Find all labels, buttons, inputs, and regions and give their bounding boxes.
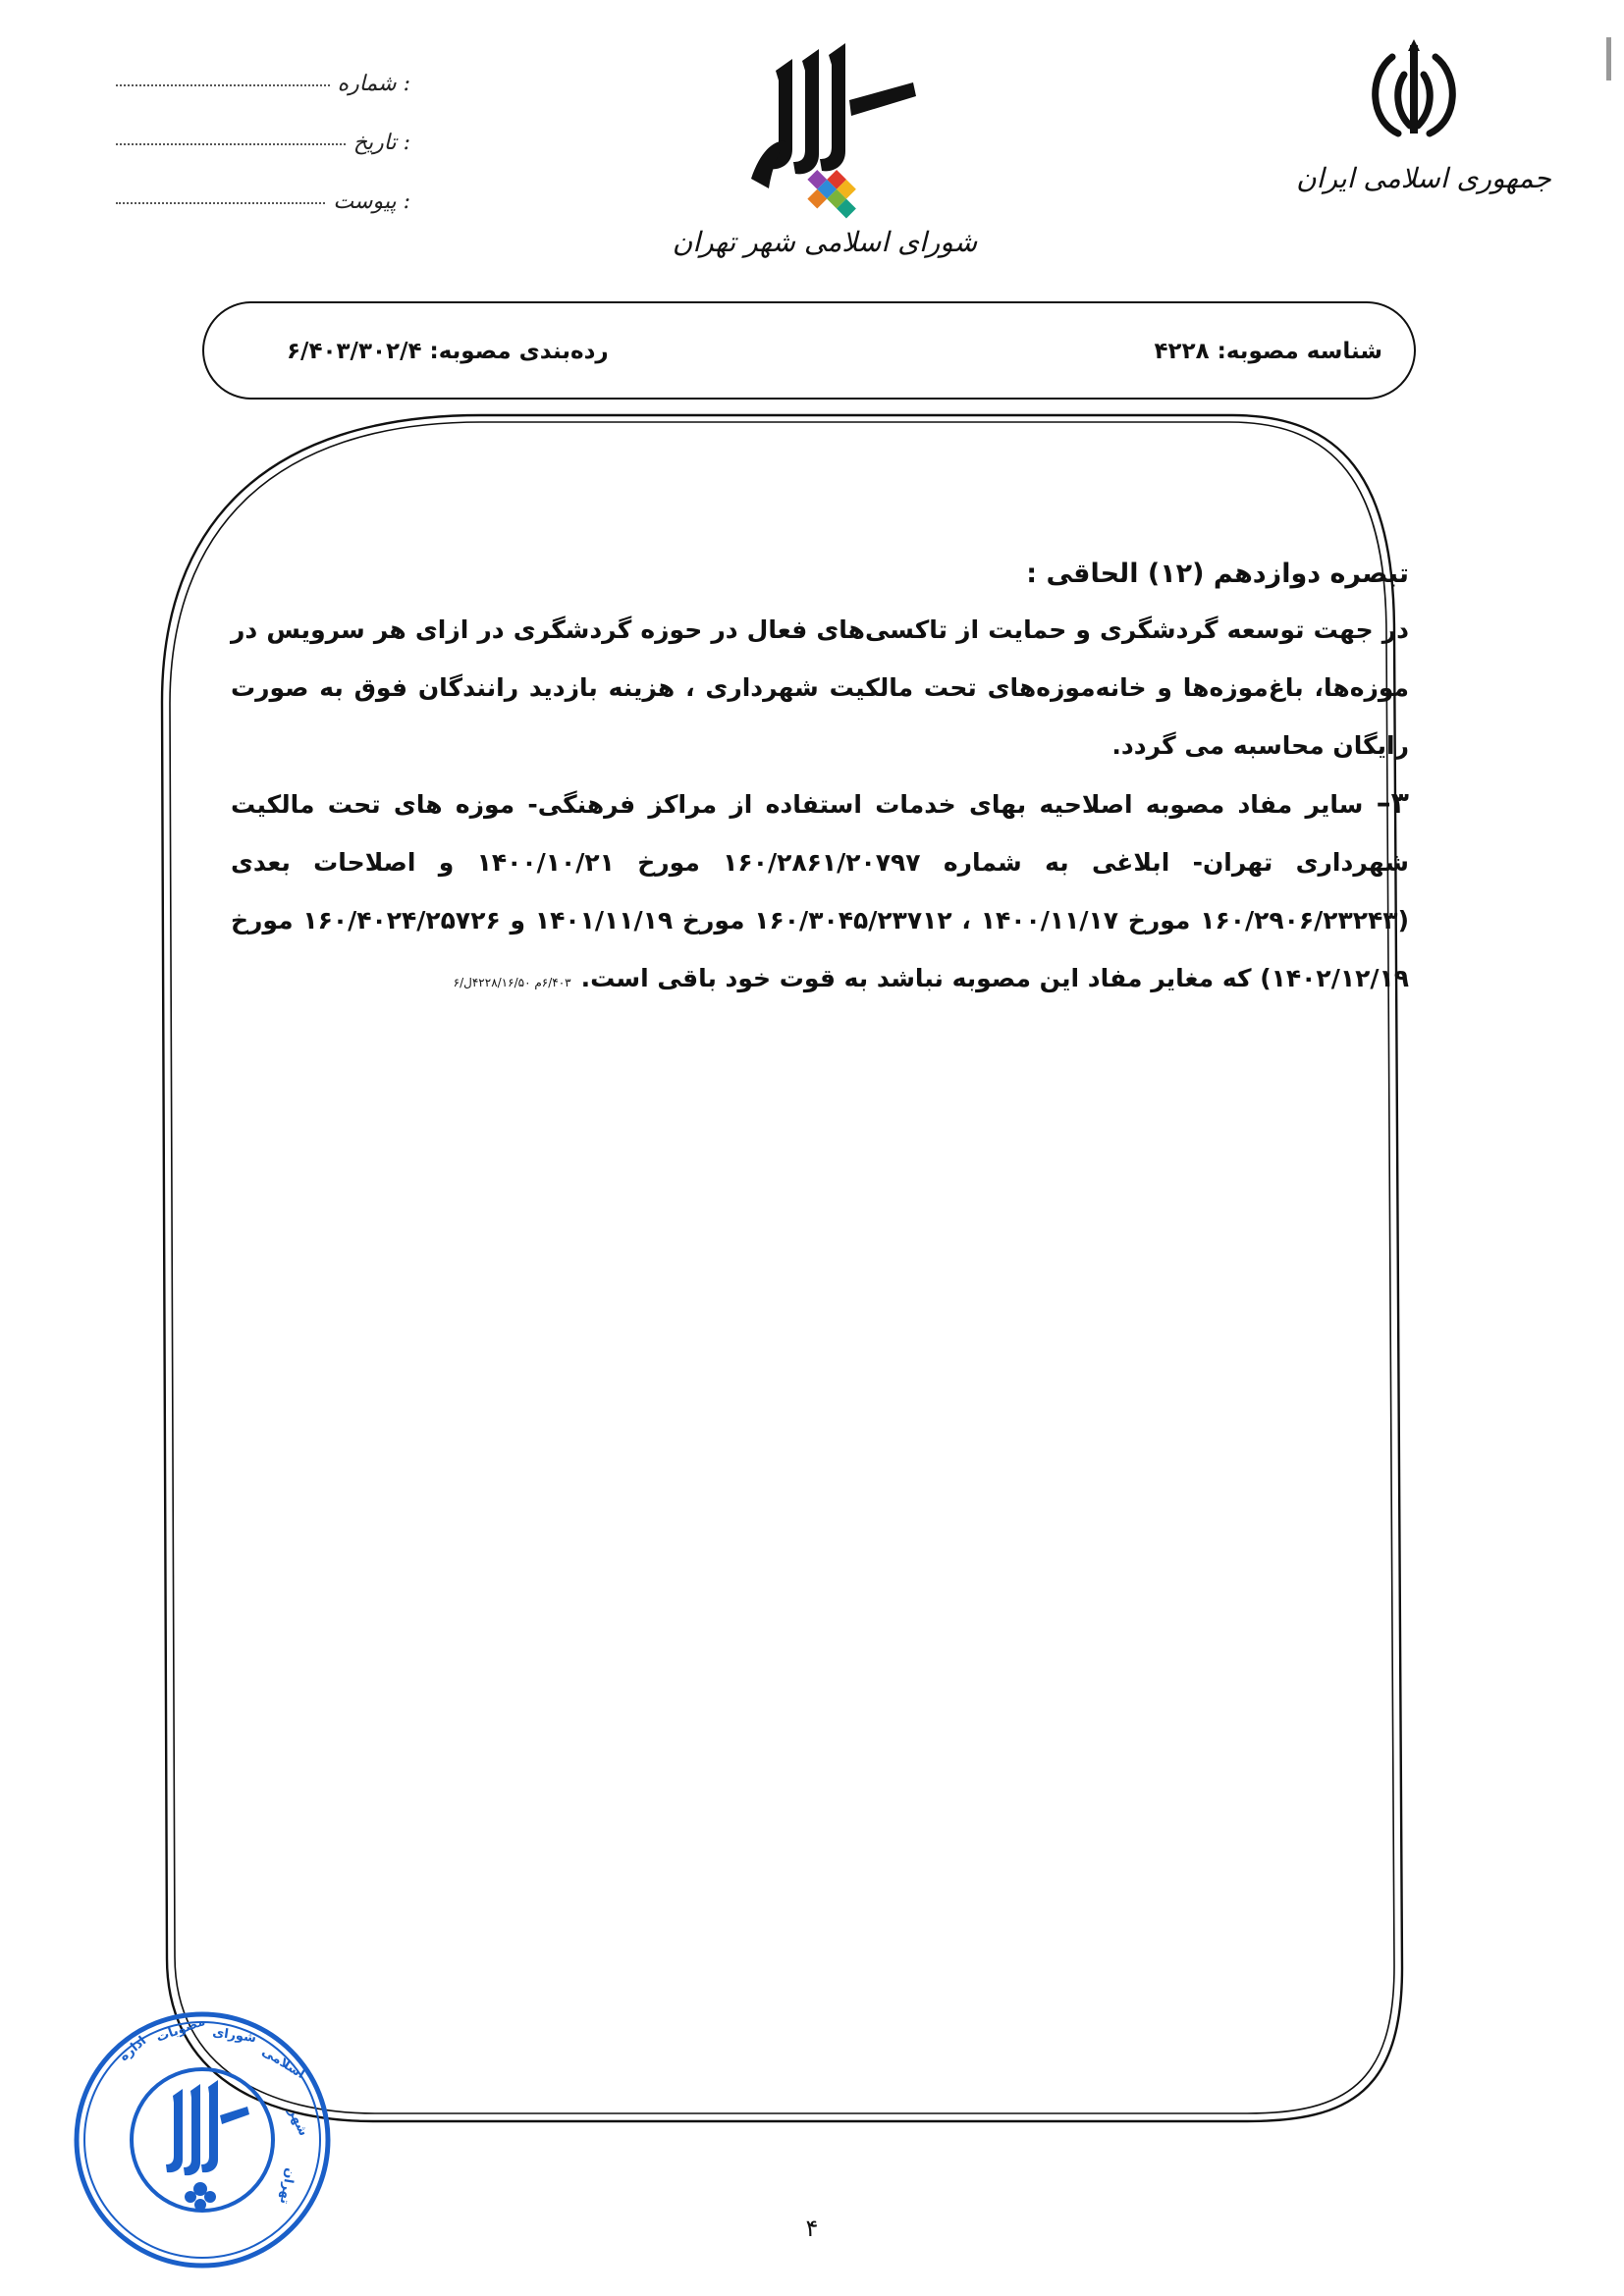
svg-text:شهر: شهر: [285, 2106, 311, 2139]
iran-emblem-icon: [1355, 35, 1473, 153]
date-field: [116, 116, 410, 155]
note-heading: تبصره دوازدهم (۱۲) الحاقی :: [1026, 559, 1409, 589]
council-caption: شورای اسلامی شهر تهران: [672, 226, 978, 258]
attachment-field-label: پیوست :: [333, 189, 410, 214]
svg-text:شورای: شورای: [211, 2025, 257, 2047]
number-field: [116, 57, 410, 96]
svg-text:تهران: تهران: [276, 2166, 298, 2206]
svg-text:مصوبات: مصوبات: [154, 2013, 208, 2046]
svg-text:اسلامی: اسلامی: [258, 2044, 307, 2082]
svg-text:اداره: اداره: [116, 2033, 150, 2065]
scan-edge-mark: [1606, 37, 1611, 80]
republic-name: جمهوری اسلامی ایران: [1296, 162, 1551, 194]
attachment-field-line: [116, 202, 325, 204]
number-field-line: [116, 84, 330, 86]
item-3-number: ۳–: [1376, 786, 1409, 821]
number-field-label: شماره :: [337, 72, 410, 96]
item-3-text: سایر مفاد مصوبه اصلاحیه بهای خدمات استفاده از مراکز فرهنگی- موزه های تحت مالکیت شهرداری تهران- ابلاغی به شماره ۱۶۰/۲۸۶۱/۲۰۷۹۷ مورخ ۱۴۰۰/۱۰/۲۱ و اصلاحات بعدی (۱۶۰/۲۹۰۶/۲۳۲۴۳ مورخ ۱۴۰۰/۱۱/۱۷ ، ۱۶۰/۳۰۴۵/۲۳۷۱۲ مورخ ۱۴۰۱/۱۱/۱۹ و ۱۶۰/۴۰۲۴/۲۵۷۲۶ مورخ ۱۴۰۲/۱۲/۱۹) که مغایر مفاد این مصوبه نباشد به قوت خود باقی است.: [231, 790, 1409, 992]
note-paragraph: در جهت توسعه گردشگری و حمایت از تاکسی‌های فعال در حوزه گردشگری در ازای هر سرویس در موزه‌ها، باغ‌موزه‌ها و خانه‌موزه‌های تحت مالکیت شهرداری ، هزینه بازدید رانندگان فوق به صورت رایگان محاسبه می گردد.: [231, 615, 1409, 760]
reference-code: ۶/۴۰۳م ۴۲۲۸/۱۶/۵۰ل/۶: [453, 976, 571, 989]
date-field-label: تاریخ :: [352, 131, 410, 155]
attachment-field: [116, 175, 410, 214]
resolution-body: [231, 545, 1409, 1012]
council-stamp-icon: [65, 2002, 340, 2277]
approval-classification: رده‌بندی مصوبه: ۶/۴۰۳/۳۰۲/۴: [287, 339, 609, 364]
date-field-line: [116, 143, 346, 145]
page-number: ۴: [805, 2215, 819, 2242]
item-3-paragraph: [231, 774, 1409, 1012]
approval-id-box: [202, 301, 1416, 400]
approval-id: شناسه مصوبه: ۴۲۲۸: [1154, 339, 1382, 364]
